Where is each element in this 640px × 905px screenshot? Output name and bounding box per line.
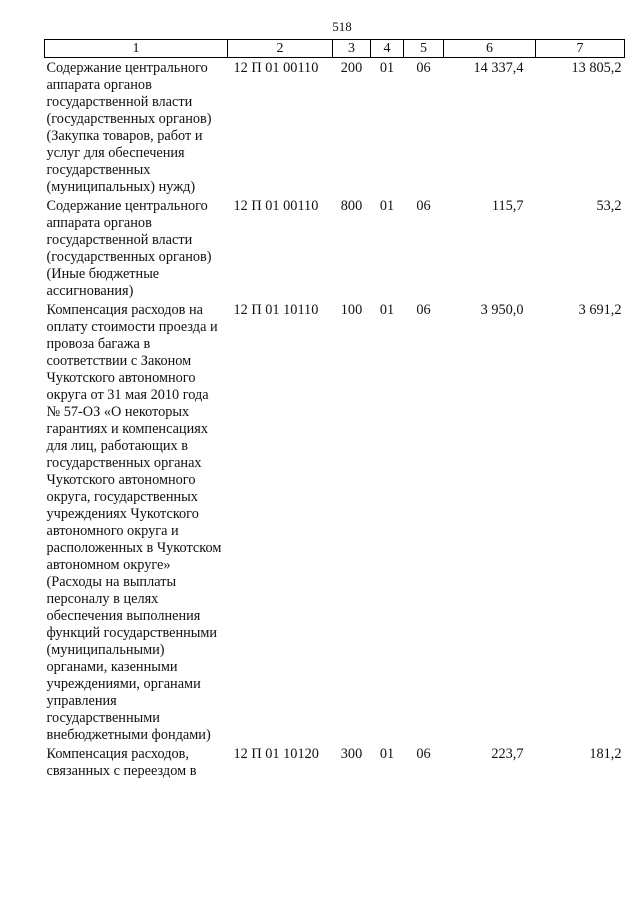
column-header: 6 — [444, 40, 536, 58]
table-row — [45, 744, 625, 780]
budget-table — [44, 39, 625, 780]
subsection-code: 06 — [416, 746, 431, 762]
column-header: 3 — [333, 40, 371, 58]
expense-name: Содержание центрального аппарата органов государственной власти (государственных органов) (Иные бюджетные ассигнования) — [46, 198, 212, 299]
subsection-code: 06 — [416, 60, 431, 76]
table-row — [45, 196, 625, 300]
budget-code: 12 П 01 00110 — [233, 60, 319, 76]
subsection-code: 06 — [416, 302, 431, 318]
amount-col7: 53,2 — [596, 198, 622, 214]
section-code: 01 — [379, 302, 395, 318]
budget-code: 12 П 01 10120 — [233, 746, 319, 762]
amount-col6: 14 337,4 — [473, 60, 524, 76]
expense-name: Компенсация расходов, связанных с переездом в — [46, 746, 197, 779]
budget-code: 12 П 01 10110 — [233, 302, 319, 318]
expense-type-code: 100 — [340, 302, 363, 318]
amount-col7: 13 805,2 — [571, 60, 622, 76]
page-number: 518 — [332, 19, 352, 34]
subsection-code: 06 — [416, 198, 431, 214]
expense-name: Компенсация расходов на оплату стоимости проезда и провоза багажа в соответствии с Законом Чукотского автономного округа от 31 мая 2010 года № 57-ОЗ «О некоторых гарантиях и компенсациях для лиц, работающих в государственных органах Чукотского автономного округа, государственных учреждениях Чукотского автономного округа и расположенных в Чукотском автономном округе» (Расходы на выплаты персоналу в целях обеспечения выполнения функций государственными (муниципальными) органами, казенными учреждениями, органами управления государственными внебюджетными фондами) — [46, 302, 222, 743]
section-code: 01 — [379, 60, 395, 76]
amount-col7: 3 691,2 — [578, 302, 622, 318]
column-header: 7 — [536, 40, 625, 58]
column-header: 5 — [404, 40, 444, 58]
table-row — [45, 300, 625, 744]
amount-col6: 3 950,0 — [480, 302, 524, 318]
column-header: 4 — [371, 40, 404, 58]
amount-col6: 115,7 — [491, 198, 524, 214]
table-header-row — [45, 40, 625, 58]
expense-type-code: 800 — [340, 198, 363, 214]
column-header: 1 — [45, 40, 228, 58]
expense-type-code: 300 — [340, 746, 363, 762]
amount-col6: 223,7 — [491, 746, 524, 762]
expense-type-code: 200 — [340, 60, 363, 76]
table-row — [45, 58, 625, 197]
expense-name: Содержание центрального аппарата органов государственной власти (государственных органов) (Закупка товаров, работ и услуг для обеспечения государственных (муниципальных) нужд) — [46, 60, 212, 195]
column-header: 2 — [228, 40, 333, 58]
budget-code: 12 П 01 00110 — [233, 198, 319, 214]
section-code: 01 — [379, 746, 395, 762]
amount-col7: 181,2 — [589, 746, 622, 762]
section-code: 01 — [379, 198, 395, 214]
